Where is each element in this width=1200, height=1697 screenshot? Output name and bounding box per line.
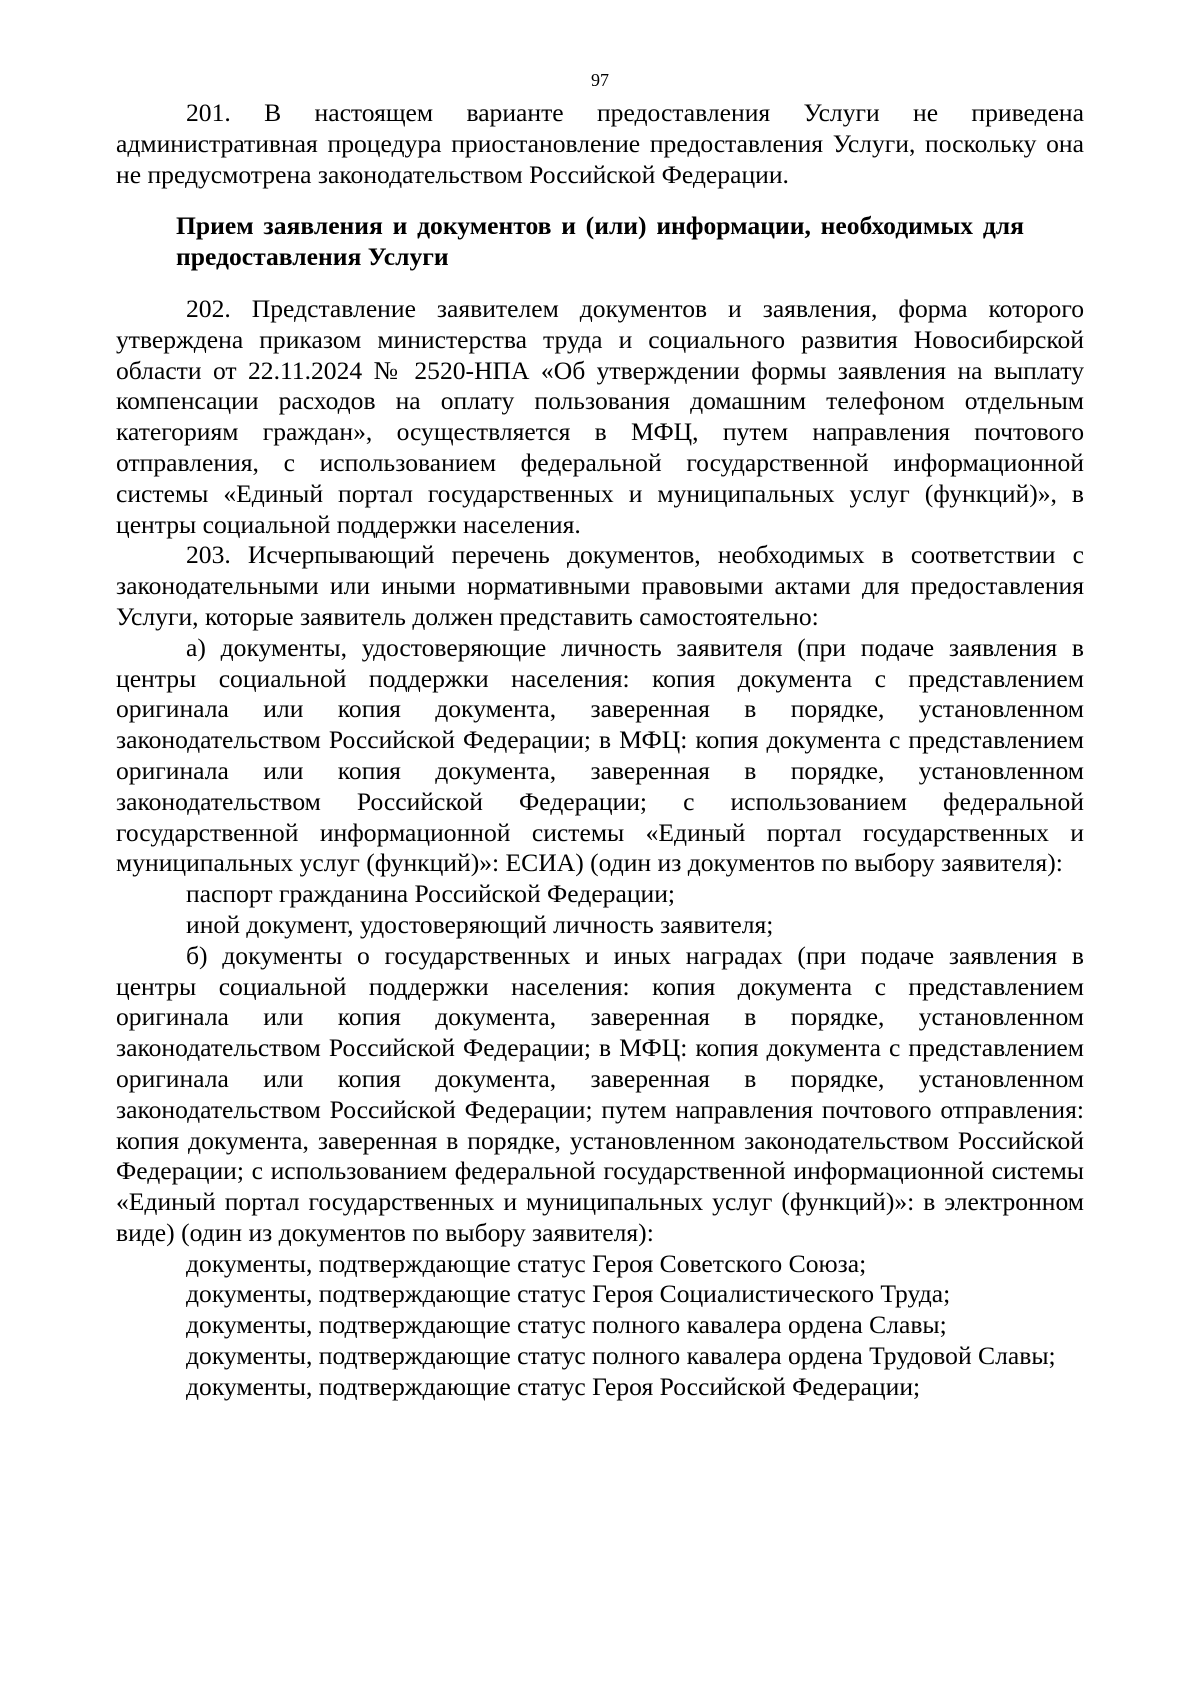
paragraph-201: 201. В настоящем варианте предоставления Услуги не приведена административная процедура приостановление предоставления Услуги, поскольку она не предусмотрена законодательством Российской Федерации. xyxy=(116,98,1084,189)
paragraph-203-a: а) документы, удостоверяющие личность заявителя (при подаче заявления в центры социальной поддержки населения: копия документа с представлением оригинала или копия документа, заверенная в порядке, установленном законодательством Российской Федерации; в МФЦ: копия документа с представлением оригинала или копия документа, заверенная в порядке, установленном законодательством Российской Федерации; с использованием федеральной государственной информационной системы «Единый портал государственных и муниципальных услуг (функций)»: ЕСИА) (один из документов по выбору заявителя): xyxy=(116,632,1084,878)
paragraph-203-b: б) документы о государственных и иных наградах (при подаче заявления в центры социальной поддержки населения: копия документа с представлением оригинала или копия документа, заверенная в порядке, установленном законодательством Российской Федерации; в МФЦ: копия документа с представлением оригинала или копия документа, заверенная в порядке, установленном законодательством Российской Федерации; путем направления почтового отправления: копия документа, заверенная в порядке, установленном законодательством Российской Федерации; с использованием федеральной государственной информационной системы «Единый портал государственных и муниципальных услуг (функций)»: в электронном виде) (один из документов по выбору заявителя): xyxy=(116,940,1084,1247)
list-item: паспорт гражданина Российской Федерации; xyxy=(186,879,676,909)
list-item: документы, подтверждающие статус Героя Социалистического Труда; xyxy=(186,1279,951,1309)
list-item: документы, подтверждающие статус Героя Советского Союза; xyxy=(186,1248,867,1278)
paragraph-202: 202. Представление заявителем документов и заявления, форма которого утверждена приказом министерства труда и социального развития Новосибирской области от 22.11.2024 № 2520-НПА «Об утверждении формы заявления на выплату компенсации расходов на оплату пользования домашним телефоном отдельным категориям граждан», осуществляется в МФЦ, путем направления почтового отправления, с использованием федеральной государственной информационной системы «Единый портал государственных и муниципальных услуг (функций)», в центры социальной поддержки населения. xyxy=(116,293,1084,539)
list-item: документы, подтверждающие статус Героя Российской Федерации; xyxy=(186,1371,921,1401)
paragraph-203: 203. Исчерпывающий перечень документов, необходимых в соответствии с законодательными или иными нормативными правовыми актами для предоставления Услуги, которые заявитель должен представить самостоятельно: xyxy=(116,540,1084,631)
list-item: документы, подтверждающие статус полного кавалера ордена Трудовой Славы; xyxy=(186,1341,1056,1371)
document-body xyxy=(116,98,1084,1403)
list-item: документы, подтверждающие статус полного кавалера ордена Славы; xyxy=(186,1310,947,1340)
page-number: 97 xyxy=(591,70,609,90)
section-heading: Прием заявления и документов и (или) информации, необходимых для предоставления Услуги xyxy=(176,211,1024,272)
list-item: иной документ, удостоверяющий личность заявителя; xyxy=(186,909,774,939)
